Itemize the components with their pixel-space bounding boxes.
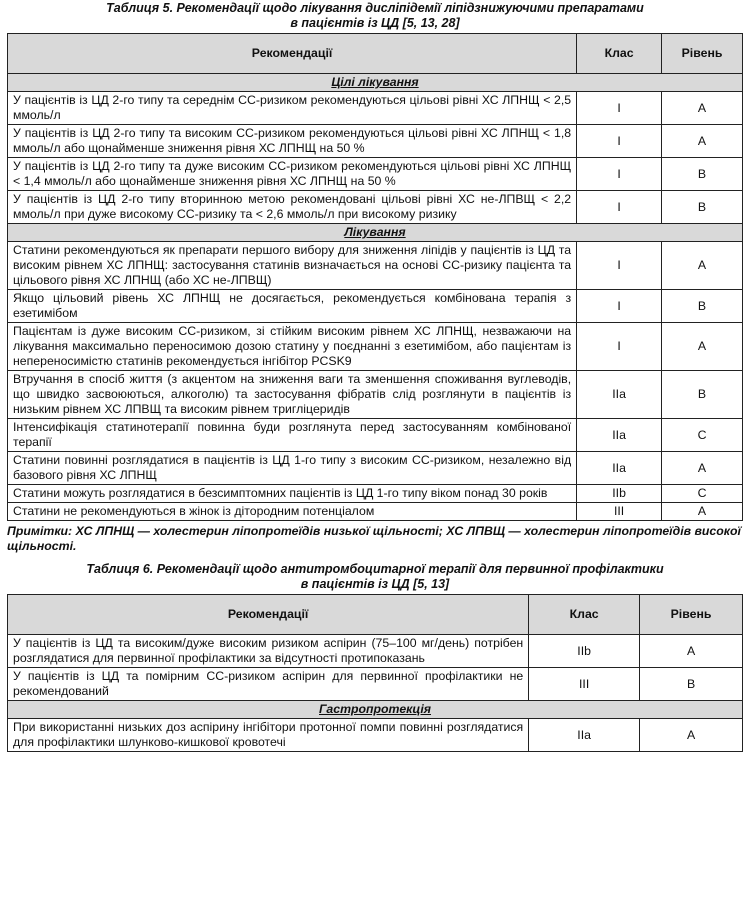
level-cell: C	[662, 419, 743, 452]
table-row	[8, 371, 743, 419]
recommendation-text: У пацієнтів із ЦД 2-го типу та дуже високим СС-ризиком рекомендуються цільові рівні ХС ЛПНЩ < 1,4 ммоль/л або щонайменше зниження рівня ХС ЛПНЩ на 50 %	[8, 158, 577, 191]
header-recommendations: Рекомендації	[8, 34, 577, 74]
recommendation-text: Статини не рекомендуються в жінок із дітородним потенціалом	[8, 503, 577, 521]
level-cell: B	[640, 668, 743, 701]
table6-gastro-body	[8, 719, 743, 752]
table5-notes: Примітки: ХС ЛПНЩ — холестерин ліпопротеїдів низької щільності; ХС ЛПВЩ — холестерин ліпопротеїдів високої щільності.	[7, 524, 741, 553]
recommendation-text: Втручання в спосіб життя (з акцентом на зниження ваги та зменшення споживання вуглеводів, що швидко засвоюються, алкоголю) та застосування фібратів слід розглянути в пацієнтів із низьким рівнем ХС ЛПВЩ та високим рівнем тригліцеридів	[8, 371, 577, 419]
level-cell: A	[662, 242, 743, 290]
table6-caption-line1: Таблиця 6. Рекомендації щодо антитромбоцитарної терапії для первинної профілактики	[86, 562, 664, 576]
recommendation-text: У пацієнтів із ЦД та помірним СС-ризиком аспірин для первинної профілактики не рекомендований	[8, 668, 529, 701]
class-cell: I	[577, 290, 662, 323]
class-cell: IIa	[577, 371, 662, 419]
table6	[7, 594, 743, 752]
level-cell: A	[662, 323, 743, 371]
recommendation-text: У пацієнтів із ЦД 2-го типу вторинною метою рекомендовані цільові рівні ХС не-ЛПВЩ < 2,2 ммоль/л при дуже високому СС-ризику та < 2,6 ммоль/л при високому ризику	[8, 191, 577, 224]
table5-caption-line1: Таблиця 5. Рекомендації щодо лікування дисліпідемії ліпідзнижуючими препаратами	[106, 1, 644, 15]
level-cell: A	[662, 92, 743, 125]
table-row	[8, 290, 743, 323]
header-level: Рівень	[640, 595, 743, 635]
table-row	[8, 92, 743, 125]
table5	[7, 33, 743, 521]
level-cell: B	[662, 158, 743, 191]
section-row	[8, 224, 743, 242]
class-cell: III	[529, 668, 640, 701]
class-cell: III	[577, 503, 662, 521]
level-cell: A	[662, 503, 743, 521]
recommendation-text: У пацієнтів із ЦД 2-го типу та високим СС-ризиком рекомендуються цільові рівні ХС ЛПНЩ < 1,8 ммоль/л або щонайменше зниження рівня ХС ЛПНЩ на 50 %	[8, 125, 577, 158]
table-row	[8, 668, 743, 701]
table-row	[8, 635, 743, 668]
table-row	[8, 485, 743, 503]
recommendation-text: Статини можуть розглядатися в безсимптомних пацієнтів із ЦД 1-го типу віком понад 30 років	[8, 485, 577, 503]
class-cell: IIb	[529, 635, 640, 668]
recommendation-text: Інтенсифікація статинотерапії повинна буди розглянута перед застосуванням комбінованої терапії	[8, 419, 577, 452]
header-level: Рівень	[662, 34, 743, 74]
table5-caption	[0, 0, 750, 33]
table6-body	[8, 635, 743, 701]
class-cell: I	[577, 242, 662, 290]
table-row	[8, 503, 743, 521]
table5-treatment-body	[8, 242, 743, 521]
header-recommendations: Рекомендації	[8, 595, 529, 635]
table-row	[8, 242, 743, 290]
table6-caption-line2: в пацієнтів із ЦД [5, 13]	[300, 577, 450, 591]
table-row	[8, 323, 743, 371]
class-cell: I	[577, 158, 662, 191]
table-row	[8, 419, 743, 452]
table-row	[8, 191, 743, 224]
table5-caption-line2: в пацієнтів із ЦД [5, 13, 28]	[290, 16, 460, 30]
class-cell: IIa	[529, 719, 640, 752]
level-cell: A	[662, 125, 743, 158]
table-row	[8, 719, 743, 752]
level-cell: B	[662, 191, 743, 224]
section-title: Лікування	[8, 224, 743, 242]
header-class: Клас	[529, 595, 640, 635]
level-cell: A	[640, 719, 743, 752]
recommendation-text: При використанні низьких доз аспірину інгібітори протонної помпи повинні розглядатися для профілактики шлунково-кишкової кровотечі	[8, 719, 529, 752]
table5-header-row	[8, 34, 743, 74]
table-row	[8, 452, 743, 485]
table-row	[8, 125, 743, 158]
level-cell: C	[662, 485, 743, 503]
recommendation-text: У пацієнтів із ЦД 2-го типу та середнім СС-ризиком рекомендуються цільові рівні ХС ЛПНЩ < 2,5 ммоль/л	[8, 92, 577, 125]
level-cell: B	[662, 290, 743, 323]
table6-caption	[0, 562, 750, 594]
recommendation-text: Пацієнтам із дуже високим СС-ризиком, зі стійким високим рівнем ХС ЛПНЩ, незважаючи на лікування максимально переносимою дозою статину у поєднанні з езетимібом, або пацієнтам із непереносимістю статинів рекомендується інгібітор PCSK9	[8, 323, 577, 371]
level-cell: A	[640, 635, 743, 668]
class-cell: IIa	[577, 419, 662, 452]
class-cell: I	[577, 92, 662, 125]
table-row	[8, 158, 743, 191]
section-row	[8, 74, 743, 92]
class-cell: I	[577, 125, 662, 158]
table6-header-row	[8, 595, 743, 635]
header-class: Клас	[577, 34, 662, 74]
section-title: Гастропротекція	[8, 701, 743, 719]
table5-goals-body	[8, 92, 743, 224]
class-cell: IIa	[577, 452, 662, 485]
class-cell: I	[577, 191, 662, 224]
recommendation-text: Статини рекомендуються як препарати першого вибору для зниження ліпідів у пацієнтів із ЦД та високим рівнем ХС ЛПНЩ: застосування статинів визначається на основі СС-ризику пацієнта та цільового рівня ХС ЛПНЩ (або ХС не-ЛПВЩ)	[8, 242, 577, 290]
section-row	[8, 701, 743, 719]
recommendation-text: У пацієнтів із ЦД та високим/дуже високим ризиком аспірин (75–100 мг/день) потрібен розглядатися для первинної профілактики за відсутності протипоказань	[8, 635, 529, 668]
level-cell: A	[662, 452, 743, 485]
class-cell: I	[577, 323, 662, 371]
recommendation-text: Якщо цільовий рівень ХС ЛПНЩ не досягається, рекомендується комбінована терапія з езетимібом	[8, 290, 577, 323]
class-cell: IIb	[577, 485, 662, 503]
recommendation-text: Статини повинні розглядатися в пацієнтів із ЦД 1-го типу з високим СС-ризиком, незалежно від базового рівня ХС ЛПНЩ	[8, 452, 577, 485]
section-title: Цілі лікування	[8, 74, 743, 92]
level-cell: B	[662, 371, 743, 419]
